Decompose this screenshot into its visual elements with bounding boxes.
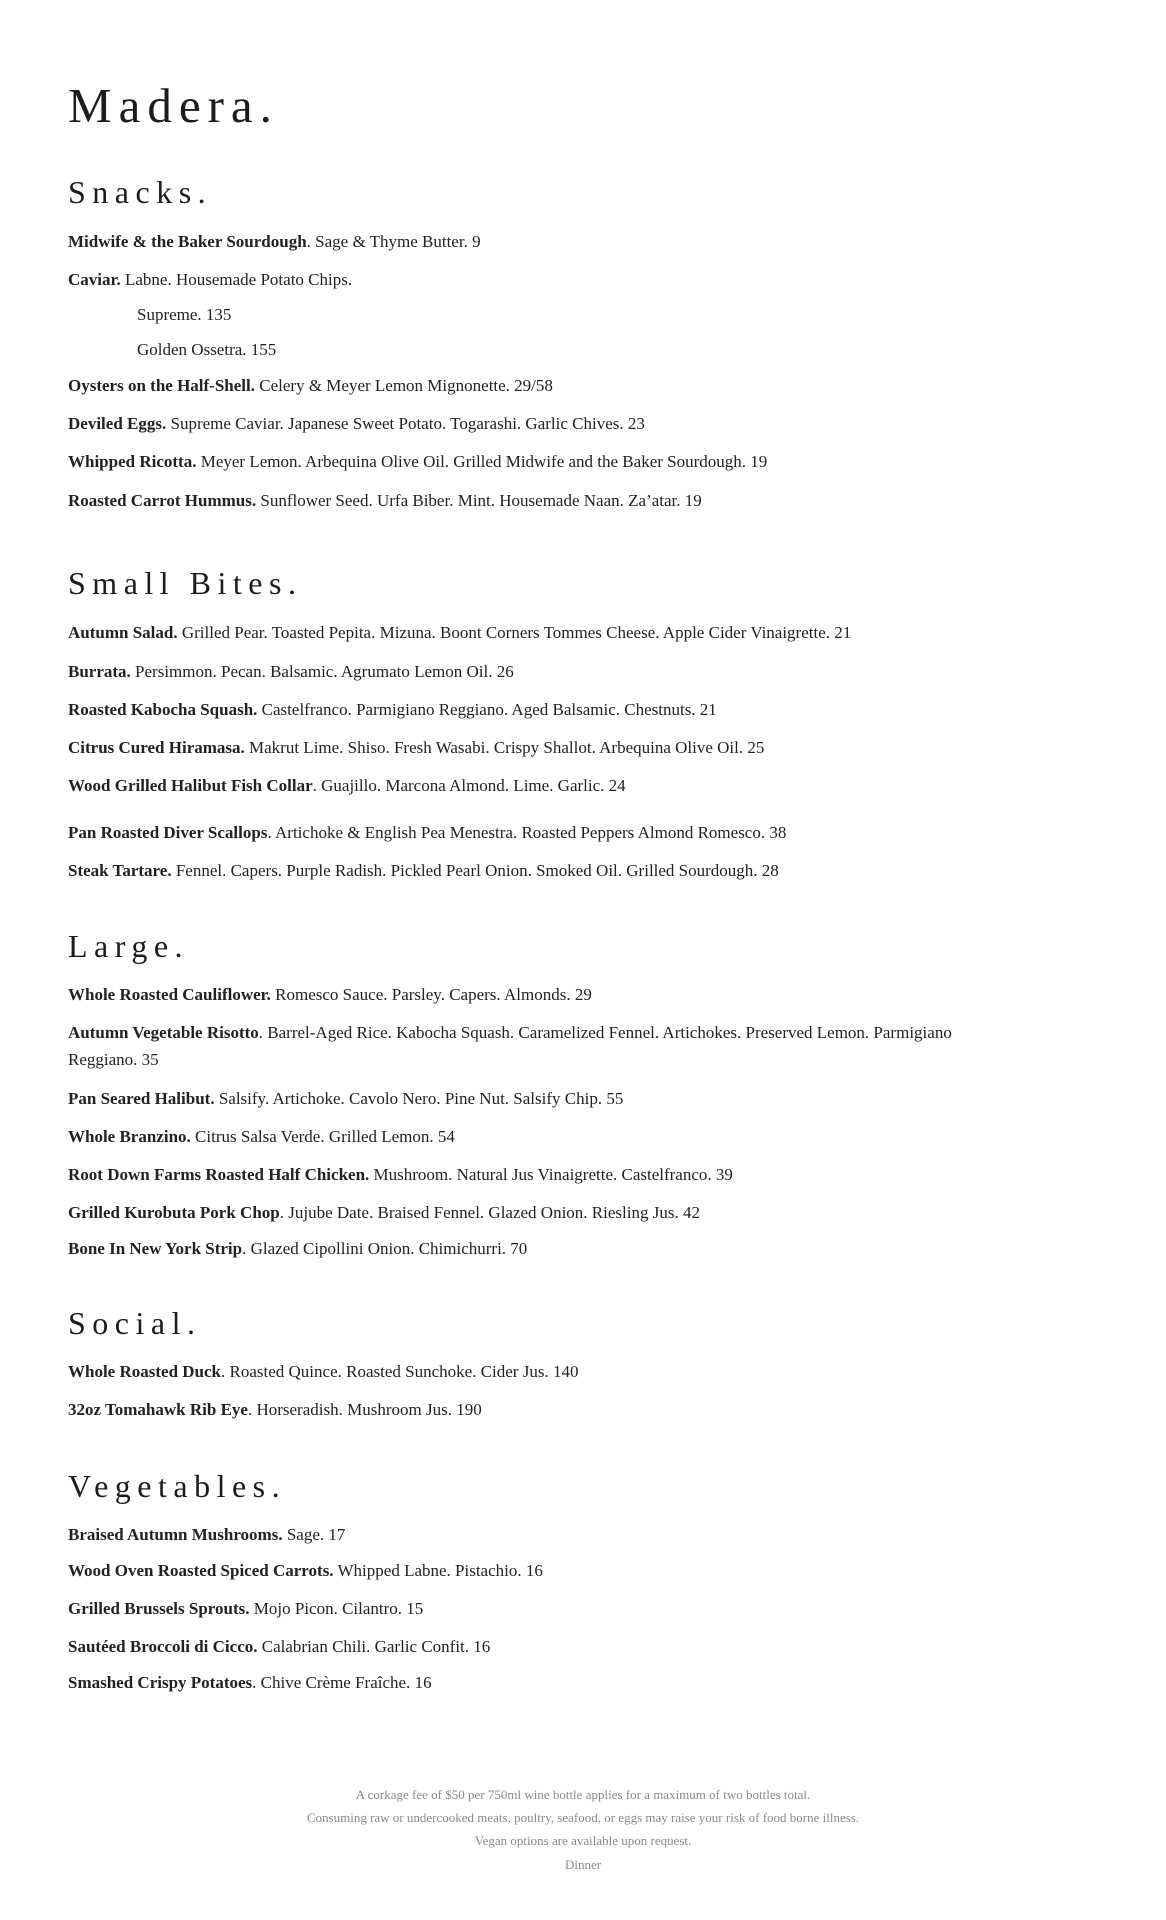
vegan-note: Vegan options are available upon request. xyxy=(474,1833,692,1848)
item-description: . Artichoke & English Pea Menestra. Roasted Peppers Almond Romesco. 38 xyxy=(267,823,787,842)
item-name: Wood Oven Roasted Spiced Carrots. xyxy=(68,1561,334,1580)
item-description: Mushroom. Natural Jus Vinaigrette. Castelfranco. 39 xyxy=(369,1165,733,1184)
item-name: Autumn Salad. xyxy=(68,623,178,642)
menu-item xyxy=(68,410,968,437)
menu-item xyxy=(68,658,968,685)
menu-item xyxy=(68,1019,968,1073)
item-description: Mojo Picon. Cilantro. 15 xyxy=(249,1599,424,1618)
item-name: Whole Roasted Duck xyxy=(68,1362,222,1381)
item-name: Whole Branzino. xyxy=(68,1127,191,1146)
menu-item xyxy=(68,1557,968,1584)
menu-item xyxy=(68,1396,968,1423)
menu-item xyxy=(68,1521,968,1548)
item-name: Roasted Carrot Hummus. xyxy=(68,491,257,510)
item-name: Sautéed Broccoli di Cicco. xyxy=(68,1637,258,1656)
section-title-small-bites: Small Bites. xyxy=(68,565,303,601)
menu-item xyxy=(68,1595,968,1622)
item-name: Grilled Brussels Sprouts. xyxy=(68,1599,250,1618)
menu-item xyxy=(68,1358,968,1385)
item-description: Fennel. Capers. Purple Radish. Pickled Pearl Onion. Smoked Oil. Grilled Sourdough. 28 xyxy=(171,861,779,880)
item-name: Bone In New York Strip xyxy=(68,1239,243,1258)
food-safety-note: Consuming raw or undercooked meats, poultry, seafood, or eggs may raise your risk of food borne illness. xyxy=(306,1810,860,1825)
restaurant-title: Madera. xyxy=(68,78,279,133)
menu-item xyxy=(68,372,968,399)
item-name: 32oz Tomahawk Rib Eye xyxy=(68,1400,248,1419)
section-title-vegetables: Vegetables. xyxy=(68,1468,287,1504)
item-name: Roasted Kabocha Squash. xyxy=(68,700,258,719)
item-description: Sunflower Seed. Urfa Biber. Mint. Housemade Naan. Za’atar. 19 xyxy=(256,491,702,510)
menu-sub-item xyxy=(137,301,1037,328)
item-description: Labne. Housemade Potato Chips. xyxy=(120,270,353,289)
item-name: Burrata. xyxy=(68,662,131,681)
section-title-large: Large. xyxy=(68,928,190,964)
item-name: Wood Grilled Halibut Fish Collar xyxy=(68,776,313,795)
item-description: Persimmon. Pecan. Balsamic. Agrumato Lemon Oil. 26 xyxy=(130,662,514,681)
menu-item xyxy=(68,819,968,846)
corkage-note: A corkage fee of $50 per 750ml wine bottle applies for a maximum of two bottles total. xyxy=(355,1787,811,1802)
item-description: . Guajillo. Marcona Almond. Lime. Garlic. 24 xyxy=(312,776,626,795)
item-name: Pan Roasted Diver Scallops xyxy=(68,823,268,842)
item-name: Oysters on the Half-Shell. xyxy=(68,376,255,395)
menu-sub-item xyxy=(137,336,1037,363)
item-description: . Glazed Cipollini Onion. Chimichurri. 70 xyxy=(242,1239,528,1258)
item-description: Supreme Caviar. Japanese Sweet Potato. Togarashi. Garlic Chives. 23 xyxy=(166,414,645,433)
item-name: Caviar. xyxy=(68,270,121,289)
item-description: . Chive Crème Fraîche. 16 xyxy=(252,1673,432,1692)
item-name: Whole Roasted Cauliflower. xyxy=(68,985,271,1004)
menu-item xyxy=(68,1199,968,1226)
item-description: Sage. 17 xyxy=(282,1525,346,1544)
item-description: Celery & Meyer Lemon Mignonette. 29/58 xyxy=(255,376,553,395)
menu-item xyxy=(68,1123,968,1150)
item-description: Romesco Sauce. Parsley. Capers. Almonds. 29 xyxy=(270,985,592,1004)
item-description: Castelfranco. Parmigiano Reggiano. Aged Balsamic. Chestnuts. 21 xyxy=(257,700,717,719)
section-title-social: Social. xyxy=(68,1305,202,1341)
menu-item xyxy=(68,772,968,799)
menu-item xyxy=(68,448,968,475)
menu-item xyxy=(68,1633,968,1660)
item-description: Grilled Pear. Toasted Pepita. Mizuna. Boont Corners Tommes Cheese. Apple Cider Vinaigrette. 21 xyxy=(177,623,852,642)
item-description: . Jujube Date. Braised Fennel. Glazed Onion. Riesling Jus. 42 xyxy=(279,1203,700,1222)
item-name: Steak Tartare. xyxy=(68,861,172,880)
item-name: Whipped Ricotta. xyxy=(68,452,197,471)
item-description: . Barrel-Aged Rice. Kabocha Squash. Caramelized Fennel. Artichokes. Preserved Lemon. Parmigiano Reggiano. 35 xyxy=(68,1023,952,1069)
menu-item xyxy=(68,1161,968,1188)
item-description: . Sage & Thyme Butter. 9 xyxy=(306,232,481,251)
menu-item xyxy=(68,1085,968,1112)
item-name: Deviled Eggs. xyxy=(68,414,167,433)
menu-label: Dinner xyxy=(564,1857,602,1872)
menu-item xyxy=(68,981,968,1008)
item-description: . Horseradish. Mushroom Jus. 190 xyxy=(247,1400,482,1419)
menu-item xyxy=(68,1235,968,1262)
menu-item xyxy=(68,228,968,255)
item-description: Makrut Lime. Shiso. Fresh Wasabi. Crispy Shallot. Arbequina Olive Oil. 25 xyxy=(244,738,765,757)
item-description: Citrus Salsa Verde. Grilled Lemon. 54 xyxy=(190,1127,455,1146)
item-name: Autumn Vegetable Risotto xyxy=(68,1023,259,1042)
item-name: Smashed Crispy Potatoes xyxy=(68,1673,253,1692)
menu-item xyxy=(68,734,968,761)
item-description: . Roasted Quince. Roasted Sunchoke. Cider Jus. 140 xyxy=(221,1362,579,1381)
item-name: Citrus Cured Hiramasa. xyxy=(68,738,245,757)
item-description: Meyer Lemon. Arbequina Olive Oil. Grilled Midwife and the Baker Sourdough. 19 xyxy=(196,452,768,471)
item-description: Golden Ossetra. 155 xyxy=(137,340,277,359)
item-description: Supreme. 135 xyxy=(137,305,232,324)
menu-item xyxy=(68,619,968,646)
item-name: Root Down Farms Roasted Half Chicken. xyxy=(68,1165,370,1184)
item-name: Pan Seared Halibut. xyxy=(68,1089,215,1108)
section-title-snacks: Snacks. xyxy=(68,174,213,210)
menu-item xyxy=(68,1669,968,1696)
item-name: Grilled Kurobuta Pork Chop xyxy=(68,1203,280,1222)
menu-item xyxy=(68,266,968,293)
item-name: Braised Autumn Mushrooms. xyxy=(68,1525,283,1544)
menu-item xyxy=(68,696,968,723)
item-description: Calabrian Chili. Garlic Confit. 16 xyxy=(257,1637,491,1656)
menu-item xyxy=(68,487,968,514)
item-description: Whipped Labne. Pistachio. 16 xyxy=(333,1561,543,1580)
item-description: Salsify. Artichoke. Cavolo Nero. Pine Nut. Salsify Chip. 55 xyxy=(214,1089,624,1108)
item-name: Midwife & the Baker Sourdough xyxy=(68,232,307,251)
menu-item xyxy=(68,857,968,884)
